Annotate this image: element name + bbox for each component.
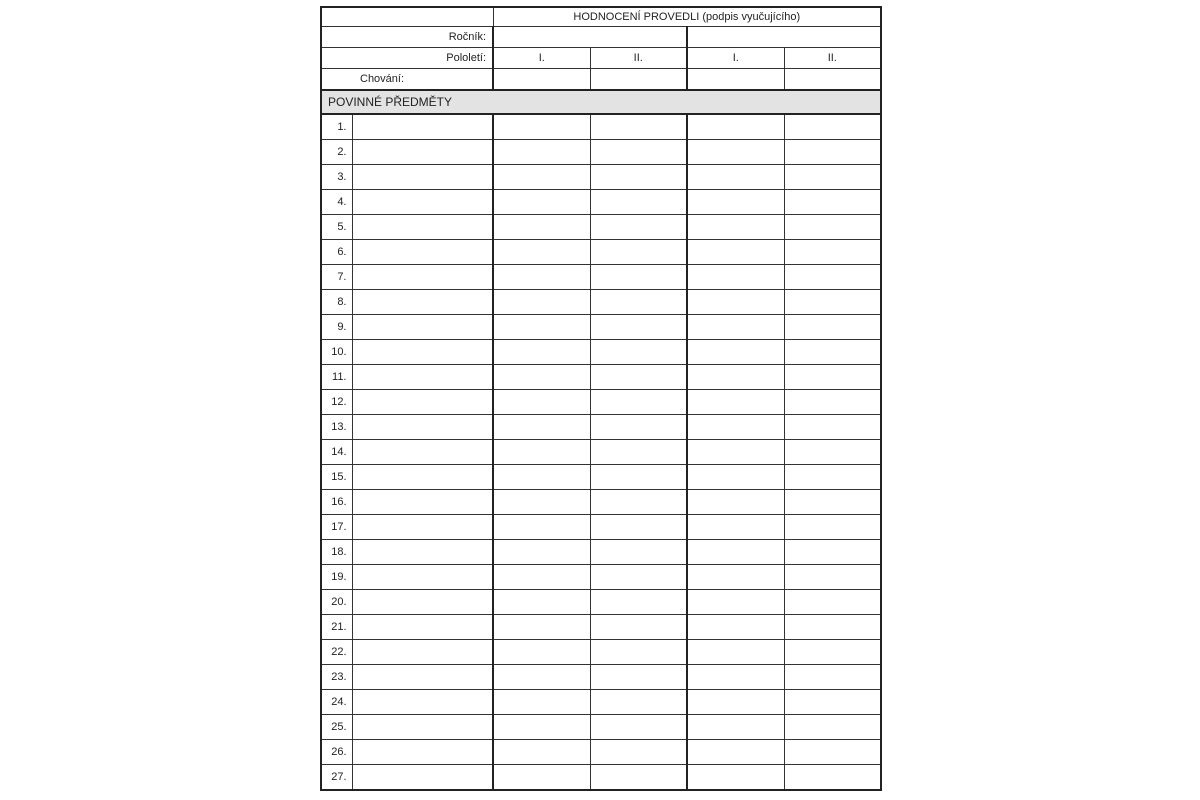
subject-name-field[interactable] <box>352 140 493 165</box>
grade-field[interactable] <box>784 114 881 140</box>
subject-row <box>321 765 881 791</box>
subject-row <box>321 265 881 290</box>
row-number: 19. <box>321 565 352 590</box>
grade-field[interactable] <box>687 190 784 215</box>
grade-field[interactable] <box>590 215 687 240</box>
blank-cell <box>321 7 493 27</box>
grade-field[interactable] <box>784 740 881 765</box>
row-number: 11. <box>321 365 352 390</box>
grade-field[interactable] <box>784 765 881 791</box>
grade-field[interactable] <box>590 265 687 290</box>
subject-name-field[interactable] <box>352 265 493 290</box>
grade-field[interactable] <box>493 490 590 515</box>
subject-name-field[interactable] <box>352 440 493 465</box>
grade-field[interactable] <box>493 690 590 715</box>
grade-field[interactable] <box>784 215 881 240</box>
grade-field[interactable] <box>493 440 590 465</box>
rocnik-label: Ročník: <box>321 27 493 48</box>
subject-name-field[interactable] <box>352 390 493 415</box>
subject-row <box>321 615 881 640</box>
evaluation-title: HODNOCENÍ PROVEDLI (podpis vyučujícího) <box>493 7 881 27</box>
grade-field[interactable] <box>493 615 590 640</box>
subject-row <box>321 540 881 565</box>
grade-field[interactable] <box>784 540 881 565</box>
row-number: 26. <box>321 740 352 765</box>
grade-field[interactable] <box>784 290 881 315</box>
subject-row <box>321 440 881 465</box>
grade-field[interactable] <box>590 190 687 215</box>
grade-field[interactable] <box>784 415 881 440</box>
grade-field[interactable] <box>493 715 590 740</box>
row-number: 20. <box>321 590 352 615</box>
grade-field[interactable] <box>493 365 590 390</box>
grade-field[interactable] <box>784 390 881 415</box>
grade-field[interactable] <box>784 265 881 290</box>
grade-field[interactable] <box>784 690 881 715</box>
subject-name-field[interactable] <box>352 490 493 515</box>
grade-field[interactable] <box>590 615 687 640</box>
grade-field[interactable] <box>590 515 687 540</box>
pololeti-value: I. <box>493 48 590 69</box>
subject-name-field[interactable] <box>352 114 493 140</box>
rocnik-field-1[interactable] <box>493 27 687 48</box>
row-number: 21. <box>321 615 352 640</box>
grade-field[interactable] <box>493 565 590 590</box>
grade-field[interactable] <box>590 165 687 190</box>
grade-field[interactable] <box>590 540 687 565</box>
subject-row <box>321 740 881 765</box>
pololeti-value: I. <box>687 48 784 69</box>
subject-row <box>321 465 881 490</box>
row-number: 10. <box>321 340 352 365</box>
grade-field[interactable] <box>590 640 687 665</box>
grade-field[interactable] <box>590 390 687 415</box>
subject-row <box>321 715 881 740</box>
grade-field[interactable] <box>687 290 784 315</box>
grade-sheet <box>320 6 882 791</box>
rocnik-row <box>321 27 881 48</box>
grade-field[interactable] <box>493 465 590 490</box>
pololeti-row <box>321 48 881 69</box>
grade-field[interactable] <box>590 565 687 590</box>
grade-field[interactable] <box>493 114 590 140</box>
grade-field[interactable] <box>784 340 881 365</box>
subject-name-field[interactable] <box>352 190 493 215</box>
grade-field[interactable] <box>493 240 590 265</box>
row-number: 4. <box>321 190 352 215</box>
grade-field[interactable] <box>784 590 881 615</box>
subject-row <box>321 315 881 340</box>
row-number: 23. <box>321 665 352 690</box>
grade-field[interactable] <box>493 265 590 290</box>
subject-name-field[interactable] <box>352 340 493 365</box>
grade-field[interactable] <box>493 415 590 440</box>
grade-field[interactable] <box>590 490 687 515</box>
grade-field[interactable] <box>493 765 590 791</box>
subject-row <box>321 290 881 315</box>
grade-field[interactable] <box>493 640 590 665</box>
grade-field[interactable] <box>687 265 784 290</box>
grade-field[interactable] <box>784 315 881 340</box>
grade-field[interactable] <box>784 240 881 265</box>
grade-field[interactable] <box>784 140 881 165</box>
row-number: 18. <box>321 540 352 565</box>
grade-field[interactable] <box>590 340 687 365</box>
grade-field[interactable] <box>687 565 784 590</box>
chovani-row <box>321 69 881 91</box>
subject-name-field[interactable] <box>352 165 493 190</box>
grade-field[interactable] <box>590 315 687 340</box>
grade-field[interactable] <box>687 590 784 615</box>
subject-name-field[interactable] <box>352 415 493 440</box>
rocnik-field-2[interactable] <box>687 27 881 48</box>
grade-field[interactable] <box>687 515 784 540</box>
subject-row <box>321 565 881 590</box>
grade-table <box>320 6 882 791</box>
grade-field[interactable] <box>784 665 881 690</box>
chovani-field[interactable] <box>590 69 687 91</box>
row-number: 15. <box>321 465 352 490</box>
subject-name-field[interactable] <box>352 615 493 640</box>
grade-field[interactable] <box>687 715 784 740</box>
row-number: 6. <box>321 240 352 265</box>
grade-field[interactable] <box>687 215 784 240</box>
row-number: 9. <box>321 315 352 340</box>
grade-field[interactable] <box>687 665 784 690</box>
grade-field[interactable] <box>687 490 784 515</box>
title-row <box>321 7 881 27</box>
pololeti-label: Pololetí: <box>321 48 493 69</box>
subject-name-field[interactable] <box>352 240 493 265</box>
row-number: 5. <box>321 215 352 240</box>
grade-field[interactable] <box>590 140 687 165</box>
subject-row <box>321 415 881 440</box>
pololeti-value: II. <box>590 48 687 69</box>
grade-field[interactable] <box>687 315 784 340</box>
subject-name-field[interactable] <box>352 640 493 665</box>
grade-field[interactable] <box>493 190 590 215</box>
row-number: 27. <box>321 765 352 791</box>
subject-name-field[interactable] <box>352 765 493 791</box>
row-number: 12. <box>321 390 352 415</box>
grade-field[interactable] <box>784 615 881 640</box>
grade-field[interactable] <box>687 240 784 265</box>
grade-field[interactable] <box>687 390 784 415</box>
grade-field[interactable] <box>493 515 590 540</box>
row-number: 24. <box>321 690 352 715</box>
row-number: 2. <box>321 140 352 165</box>
grade-field[interactable] <box>493 740 590 765</box>
grade-field[interactable] <box>590 240 687 265</box>
section-title: POVINNÉ PŘEDMĚTY <box>321 90 881 114</box>
section-row <box>321 90 881 114</box>
chovani-field[interactable] <box>784 69 881 91</box>
subject-row <box>321 590 881 615</box>
chovani-field[interactable] <box>493 69 590 91</box>
chovani-field[interactable] <box>687 69 784 91</box>
grade-field[interactable] <box>784 640 881 665</box>
subject-row <box>321 490 881 515</box>
subject-name-field[interactable] <box>352 315 493 340</box>
subject-name-field[interactable] <box>352 665 493 690</box>
grade-field[interactable] <box>590 415 687 440</box>
subject-name-field[interactable] <box>352 465 493 490</box>
grade-field[interactable] <box>687 615 784 640</box>
subject-name-field[interactable] <box>352 540 493 565</box>
subject-row <box>321 165 881 190</box>
grade-field[interactable] <box>784 465 881 490</box>
grade-field[interactable] <box>687 340 784 365</box>
grade-field[interactable] <box>493 590 590 615</box>
subject-name-field[interactable] <box>352 515 493 540</box>
row-number: 1. <box>321 114 352 140</box>
subject-row <box>321 390 881 415</box>
subject-name-field[interactable] <box>352 690 493 715</box>
subject-row <box>321 240 881 265</box>
grade-field[interactable] <box>493 165 590 190</box>
subject-row <box>321 690 881 715</box>
subject-name-field[interactable] <box>352 590 493 615</box>
subject-row <box>321 665 881 690</box>
grade-field[interactable] <box>687 415 784 440</box>
grade-field[interactable] <box>687 740 784 765</box>
grade-field[interactable] <box>493 665 590 690</box>
subject-name-field[interactable] <box>352 365 493 390</box>
grade-field[interactable] <box>590 740 687 765</box>
subject-row <box>321 114 881 140</box>
grade-field[interactable] <box>687 765 784 791</box>
grade-field[interactable] <box>493 340 590 365</box>
row-number: 13. <box>321 415 352 440</box>
grade-field[interactable] <box>784 440 881 465</box>
grade-field[interactable] <box>687 140 784 165</box>
grade-field[interactable] <box>493 140 590 165</box>
chovani-label: Chování: <box>321 69 493 91</box>
row-number: 22. <box>321 640 352 665</box>
grade-field[interactable] <box>784 190 881 215</box>
pololeti-value: II. <box>784 48 881 69</box>
grade-field[interactable] <box>493 215 590 240</box>
row-number: 16. <box>321 490 352 515</box>
grade-field[interactable] <box>493 290 590 315</box>
subject-row <box>321 215 881 240</box>
grade-field[interactable] <box>687 465 784 490</box>
grade-field[interactable] <box>784 565 881 590</box>
grade-field[interactable] <box>590 440 687 465</box>
grade-field[interactable] <box>590 665 687 690</box>
grade-field[interactable] <box>687 365 784 390</box>
grade-field[interactable] <box>493 315 590 340</box>
grade-field[interactable] <box>590 114 687 140</box>
subject-name-field[interactable] <box>352 740 493 765</box>
row-number: 17. <box>321 515 352 540</box>
grade-field[interactable] <box>493 540 590 565</box>
grade-field[interactable] <box>784 515 881 540</box>
subject-name-field[interactable] <box>352 215 493 240</box>
subject-name-field[interactable] <box>352 565 493 590</box>
row-number: 7. <box>321 265 352 290</box>
row-number: 8. <box>321 290 352 315</box>
subject-name-field[interactable] <box>352 290 493 315</box>
grade-field[interactable] <box>784 490 881 515</box>
subject-row <box>321 190 881 215</box>
row-number: 3. <box>321 165 352 190</box>
grade-field[interactable] <box>590 365 687 390</box>
grade-field[interactable] <box>590 290 687 315</box>
subject-row <box>321 365 881 390</box>
grade-field[interactable] <box>687 165 784 190</box>
grade-field[interactable] <box>493 390 590 415</box>
grade-field[interactable] <box>590 690 687 715</box>
grade-field[interactable] <box>687 540 784 565</box>
grade-field[interactable] <box>687 440 784 465</box>
row-number: 14. <box>321 440 352 465</box>
row-number: 25. <box>321 715 352 740</box>
grade-field[interactable] <box>590 765 687 791</box>
subject-name-field[interactable] <box>352 715 493 740</box>
grade-field[interactable] <box>590 590 687 615</box>
grade-field[interactable] <box>590 715 687 740</box>
grade-field[interactable] <box>784 715 881 740</box>
subject-row <box>321 515 881 540</box>
grade-field[interactable] <box>784 165 881 190</box>
subject-row <box>321 340 881 365</box>
subject-row <box>321 140 881 165</box>
grade-field[interactable] <box>784 365 881 390</box>
grade-field[interactable] <box>687 640 784 665</box>
grade-field[interactable] <box>687 690 784 715</box>
grade-field[interactable] <box>590 465 687 490</box>
grade-field[interactable] <box>687 114 784 140</box>
subject-row <box>321 640 881 665</box>
